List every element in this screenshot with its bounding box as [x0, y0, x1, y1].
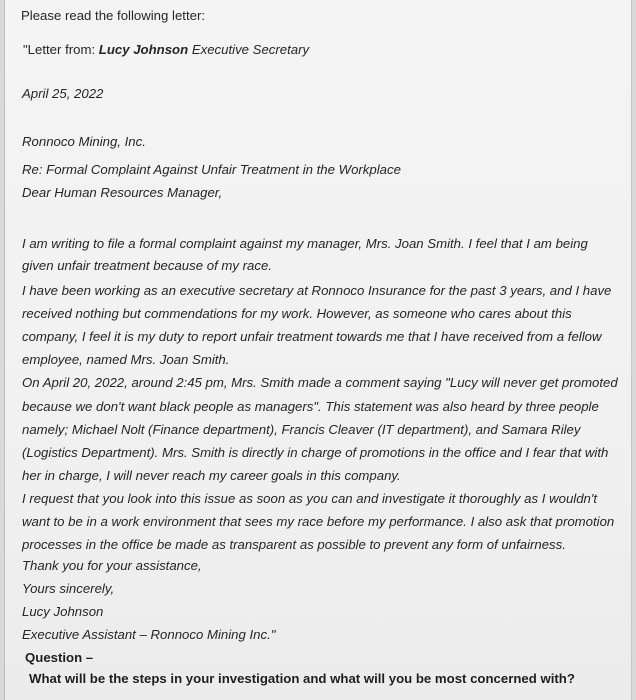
body-line: (Logistics Department). Mrs. Smith is directly in charge of promotions in the office and I fear that with [22, 445, 609, 460]
letter-subject: Re: Formal Complaint Against Unfair Treatment in the Workplace [22, 162, 401, 177]
body-line: Executive Assistant – Ronnoco Mining Inc." [22, 627, 276, 642]
question-text: What will be the steps in your investigation and what will you be most concerned with? [29, 671, 575, 686]
letter-from-prefix: "Letter from: [23, 42, 99, 57]
question-label: Question – [25, 650, 94, 665]
body-line: I request that you look into this issue as soon as you can and investigate it thoroughly as I wouldn't [22, 491, 598, 506]
letter-salutation: Dear Human Resources Manager, [22, 185, 223, 200]
body-line: Lucy Johnson [22, 604, 104, 619]
body-line: I am writing to file a formal complaint against my manager, Mrs. Joan Smith. I feel that I am being [22, 236, 588, 251]
intro-text: Please read the following letter: [21, 8, 206, 23]
body-line: her in charge, I will never reach my career goals in this company. [22, 468, 401, 483]
body-line: want to be in a work environment that sees my race before my performance. I also ask that promotion [22, 514, 615, 529]
body-line: given unfair treatment because of my race. [22, 258, 272, 273]
body-line: namely; Michael Nolt (Finance department), Francis Cleaver (IT department), and Samara Riley [22, 422, 581, 437]
letter-page [4, 0, 632, 700]
letter-from-line [23, 42, 309, 57]
body-line: because we don't want black people as managers". This statement was also heard by three people [22, 399, 599, 414]
body-line: Thank you for your assistance, [22, 558, 202, 573]
body-line: employee, named Mrs. Joan Smith. [22, 352, 230, 367]
body-line: Yours sincerely, [22, 581, 115, 596]
body-line: received nothing but commendations for my work. However, as someone who cares about this [22, 306, 572, 321]
letter-from-name: Lucy Johnson [98, 42, 189, 57]
body-line: processes in the office be made as transparent as possible to prevent any form of unfairness. [22, 537, 566, 552]
body-line: I have been working as an executive secretary at Ronnoco Insurance for the past 3 years, and I have [22, 283, 612, 298]
letter-from-title: Executive Secretary [188, 42, 310, 57]
letter-date: April 25, 2022 [22, 86, 104, 101]
body-line: On April 20, 2022, around 2:45 pm, Mrs. Smith made a comment saying "Lucy will never get promoted [22, 375, 618, 390]
recipient-company: Ronnoco Mining, Inc. [22, 134, 146, 149]
body-line: company, I feel it is my duty to report unfair treatment towards me that I have received from a fellow [22, 329, 602, 344]
